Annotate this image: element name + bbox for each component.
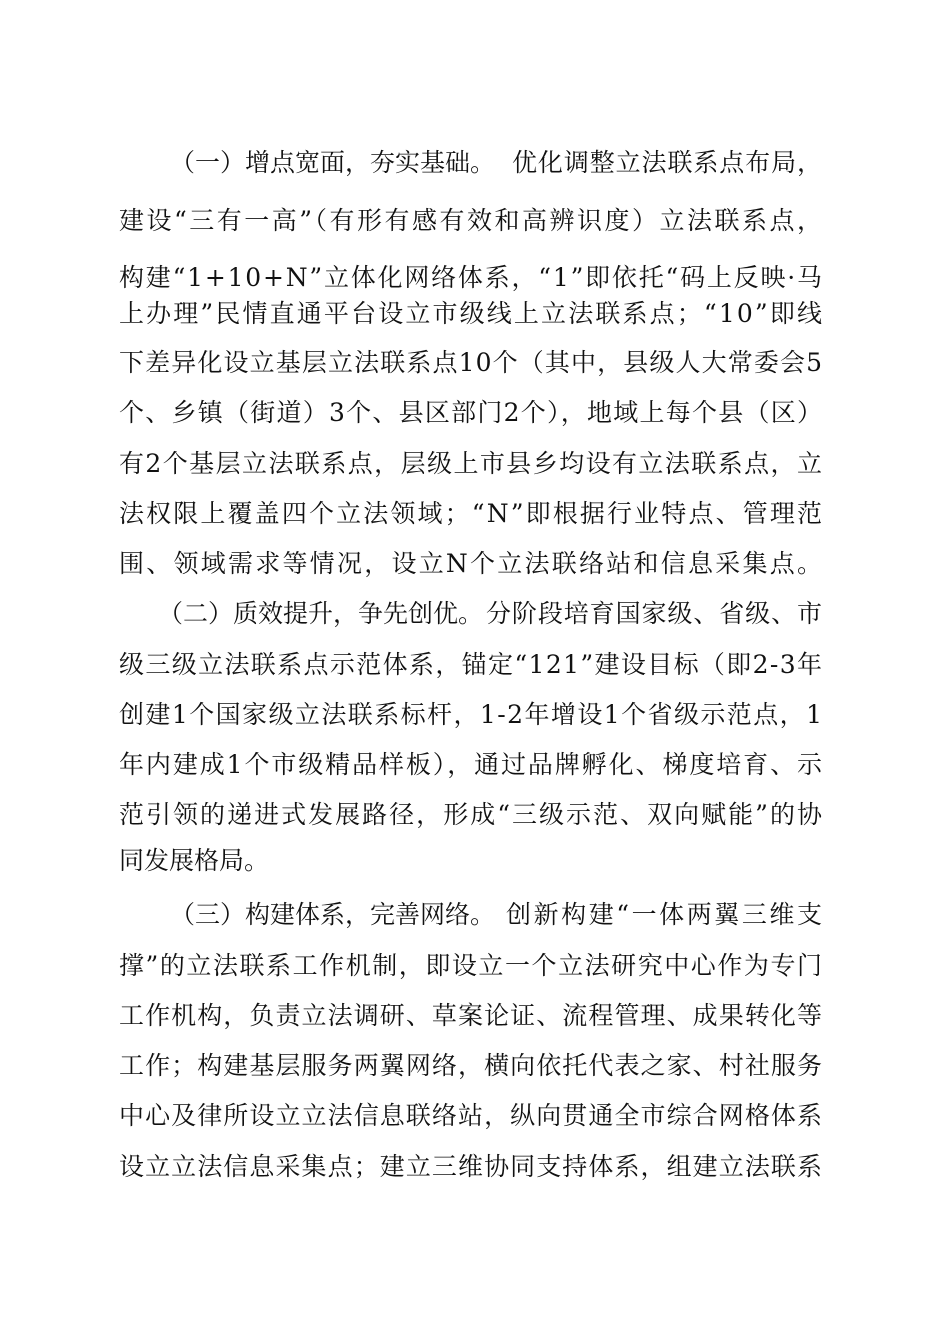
paragraph-line: [0, 447, 950, 481]
paragraph-line: [0, 748, 950, 782]
line-text: 围、领域需求等情况，设立N个立法联络站和信息采集点。: [119, 549, 825, 578]
paragraph-line: [0, 297, 950, 331]
paragraph-line: [0, 798, 950, 832]
paragraph-line: [0, 204, 950, 238]
line-text: 撑”的立法联系工作机制，即设立一个立法研究中心作为专门: [119, 951, 824, 980]
paragraph-line: [0, 898, 950, 932]
section-heading: （三）构建体系，完善网络。: [170, 900, 496, 929]
paragraph-line: [0, 648, 950, 682]
paragraph-line: [0, 547, 950, 581]
paragraph-line: [0, 1049, 950, 1083]
line-text: 上办理”民情直通平台设立市级线上立法联系点；“10”即线: [119, 299, 825, 328]
line-text: 级三级立法联系点示范体系，锚定“121”建设目标（即2-3年: [119, 650, 824, 679]
line-text: 范引领的递进式发展路径，形成“三级示范、双向赋能”的协: [119, 800, 825, 829]
paragraph-line: [0, 396, 950, 430]
line-text: 下差异化设立基层立法联系点10个（其中，县级人大常委会5: [119, 348, 824, 377]
line-text: 设立立法信息采集点；建立三维协同支持体系，组建立法联系: [119, 1152, 824, 1181]
line-text: 优化调整立法联系点布局，: [512, 148, 823, 177]
section-heading: （一）增点宽面，夯实基础。: [170, 148, 496, 177]
line-text: 建设“三有一高”（有形有感有效和高辨识度）立法联系点，: [119, 206, 825, 235]
line-text: 工作机构，负责立法调研、草案论证、流程管理、成果转化等: [119, 1001, 824, 1030]
paragraph-line: [0, 346, 950, 380]
line-text: 同发展格局。: [119, 846, 270, 875]
paragraph-line: [0, 844, 950, 878]
paragraph-line: [0, 1150, 950, 1184]
paragraph-line: [0, 949, 950, 983]
line-text: 创新构建“一体两翼三维支: [506, 900, 825, 929]
line-text: 工作；构建基层服务两翼网络，横向依托代表之家、村社服务: [119, 1051, 824, 1080]
section-heading: （二）质效提升，争先创优。: [158, 599, 484, 628]
line-text: 构建“1+10+N”立体化网络体系，“1”即依托“码上反映·马: [119, 263, 824, 292]
line-text: 年内建成1个市级精品样板），通过品牌孵化、梯度培育、示: [119, 750, 824, 779]
line-text: 分阶段培育国家级、省级、市: [486, 599, 823, 628]
paragraph-line: [0, 261, 950, 295]
line-text: 中心及律所设立立法信息联络站，纵向贯通全市综合网格体系: [119, 1101, 824, 1130]
line-text: 有2个基层立法联系点，层级上市县乡均设有立法联系点，立: [119, 449, 824, 478]
line-text: 创建1个国家级立法联系标杆，1-2年增设1个省级示范点，1: [119, 700, 824, 729]
line-text: 法权限上覆盖四个立法领域；“N”即根据行业特点、管理范: [119, 499, 825, 528]
paragraph-line: [0, 999, 950, 1033]
paragraph-line: [0, 1099, 950, 1133]
paragraph-line: [0, 597, 950, 631]
paragraph-line: [0, 698, 950, 732]
paragraph-line: [0, 146, 950, 180]
line-text: 个、乡镇（街道）3个、县区部门2个），地域上每个县（区）: [119, 398, 824, 427]
paragraph-line: [0, 497, 950, 531]
